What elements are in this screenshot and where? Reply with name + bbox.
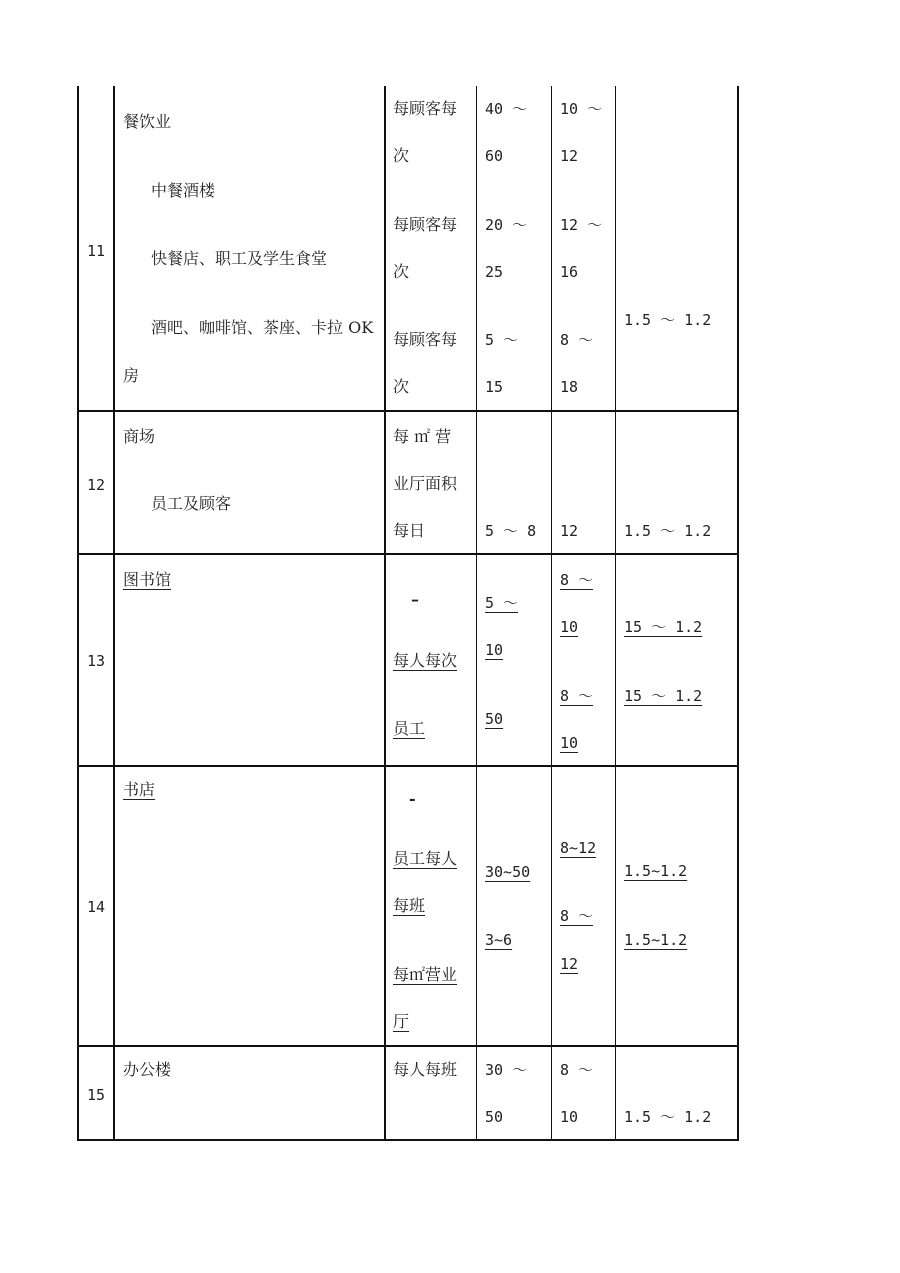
unit-text: 每顾客每 xyxy=(393,330,458,349)
hours-value: 8~12 xyxy=(560,839,597,857)
hours-value: 16 xyxy=(560,263,579,281)
category-name: 书店 xyxy=(123,780,156,799)
unit-text: 每人每班 xyxy=(393,1060,458,1079)
quota-value: 20 ～ xyxy=(485,216,528,234)
col-divider xyxy=(615,86,616,1139)
category-name: 图书馆 xyxy=(123,570,172,589)
row-divider xyxy=(79,553,737,555)
subcategory: 酒吧、咖啡馆、茶座、卡拉 OK xyxy=(151,318,374,337)
quota-value: 5 ～ xyxy=(485,331,519,349)
unit-text: 每日 xyxy=(393,521,426,540)
quota-value: 30~50 xyxy=(485,863,531,881)
hours-value: 10 ～ xyxy=(560,100,603,118)
col-divider xyxy=(113,86,115,1139)
unit-text: 每㎡营业 xyxy=(393,965,458,984)
quota-value: 60 xyxy=(485,147,504,165)
quota-value: 10 xyxy=(485,641,504,659)
hours-value: 8 ～ xyxy=(560,331,594,349)
quota-value: 50 xyxy=(485,1108,504,1126)
quota-value: 25 xyxy=(485,263,504,281)
unit-text: 每人每次 xyxy=(393,651,458,670)
row-number: 15 xyxy=(87,1086,106,1104)
category-name: 餐饮业 xyxy=(123,112,172,131)
coefficient-value: 15 ～ 1.2 xyxy=(624,618,703,636)
unit-text: 每 ㎡ 营 xyxy=(393,427,452,446)
hours-value: 8 ～ xyxy=(560,1061,594,1079)
hours-value: 12 xyxy=(560,147,579,165)
unit-text: 每顾客每 xyxy=(393,215,458,234)
subcategory: 房 xyxy=(123,366,140,385)
row-number: 12 xyxy=(87,476,106,494)
unit-text: 员工每人 xyxy=(393,849,458,868)
coefficient-value: 1.5 ～ 1.2 xyxy=(624,1108,712,1126)
unit-text: 业厅面积 xyxy=(393,474,458,493)
unit-text: - xyxy=(409,789,416,808)
row-divider xyxy=(79,765,737,767)
unit-text: 每班 xyxy=(393,896,426,915)
row-divider xyxy=(79,410,737,412)
coefficient-value: 1.5 ～ 1.2 xyxy=(624,522,712,540)
hours-value: 12 xyxy=(560,955,579,973)
row-number: 11 xyxy=(87,242,106,260)
category-name: 办公楼 xyxy=(123,1060,172,1079)
col-divider xyxy=(476,86,477,1139)
hours-value: 12 xyxy=(560,522,579,540)
quota-value: 40 ～ xyxy=(485,100,528,118)
unit-text: 每顾客每 xyxy=(393,99,458,118)
subcategory: 快餐店、职工及学生食堂 xyxy=(151,249,328,268)
quota-value: 50 xyxy=(485,710,504,728)
quota-value: 5 ～ 8 xyxy=(485,522,537,540)
coefficient-value: 1.5 ～ 1.2 xyxy=(624,311,712,329)
quota-value: 30 ～ xyxy=(485,1061,528,1079)
quota-value: 15 xyxy=(485,378,504,396)
unit-text: 厅 xyxy=(393,1012,410,1031)
hours-value: 8 ～ xyxy=(560,687,594,705)
quota-value: 5 ～ xyxy=(485,594,519,612)
col-divider xyxy=(384,86,386,1139)
coefficient-value: 15 ～ 1.2 xyxy=(624,687,703,705)
hours-value: 10 xyxy=(560,1108,579,1126)
hours-value: 8 ～ xyxy=(560,907,594,925)
unit-text: 次 xyxy=(393,377,410,396)
category-name: 商场 xyxy=(123,427,156,446)
col-divider xyxy=(551,86,552,1139)
row-divider xyxy=(79,1045,737,1047)
unit-text: – xyxy=(411,590,419,609)
hours-value: 10 xyxy=(560,618,579,636)
coefficient-value: 1.5~1.2 xyxy=(624,862,688,880)
row-number: 14 xyxy=(87,898,106,916)
row-number: 13 xyxy=(87,652,106,670)
hours-value: 12 ～ xyxy=(560,216,603,234)
water-quota-table xyxy=(77,86,739,1141)
hours-value: 8 ～ xyxy=(560,571,594,589)
hours-value: 18 xyxy=(560,378,579,396)
unit-text: 次 xyxy=(393,262,410,281)
subcategory: 中餐酒楼 xyxy=(151,181,216,200)
hours-value: 10 xyxy=(560,734,579,752)
coefficient-value: 1.5~1.2 xyxy=(624,931,688,949)
subcategory: 员工及顾客 xyxy=(151,494,232,513)
quota-value: 3~6 xyxy=(485,931,513,949)
unit-text: 员工 xyxy=(393,719,426,738)
unit-text: 次 xyxy=(393,146,410,165)
